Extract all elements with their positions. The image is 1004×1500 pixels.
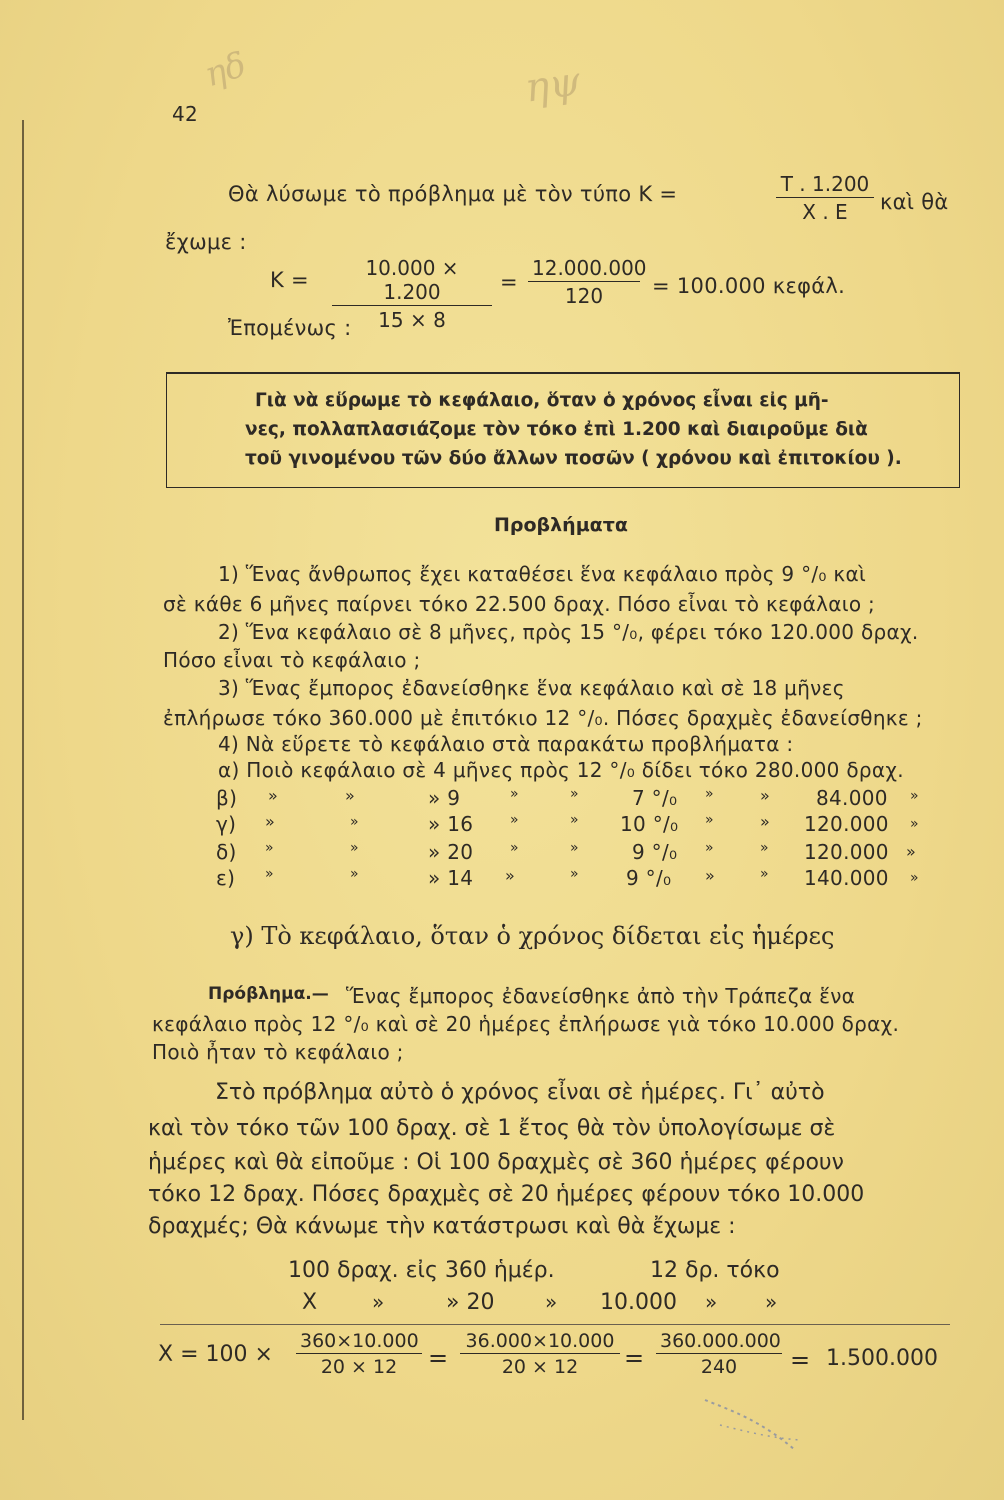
section-title: γ) Τὸ κεφάλαιο, ὅταν ὁ χρόνος δίδεται εἰς ἡμέρες xyxy=(230,922,835,950)
ditto-mark: » xyxy=(705,840,714,856)
calc-fraction-1-num: 10.000 × 1.200 xyxy=(332,256,492,306)
page-number: 42 xyxy=(172,102,199,126)
explanation-line-4: τόκο 12 δραχ. Πόσες δραχμὲς σὲ 20 ἡμέρες φέρουν τόκο 10.000 xyxy=(148,1182,865,1207)
rule-box xyxy=(166,372,960,488)
formula-fraction xyxy=(776,172,874,224)
ditto-mark: » xyxy=(910,788,919,804)
ditto-mark: » xyxy=(760,786,771,805)
explanation-line-5: δραχμές; Θὰ κάνωμε τὴν κατάστρωσι καὶ θὰ ἔχωμε : xyxy=(148,1214,736,1239)
calc-equals-1: = xyxy=(500,270,518,294)
row-amount: 84.000 xyxy=(816,786,888,810)
calc-result: = 100.000 κεφάλ. xyxy=(652,274,846,298)
formula-numerator: Τ . 1.200 xyxy=(776,172,874,198)
final-equals-3: = xyxy=(790,1346,811,1374)
final-equals-2: = xyxy=(624,1344,645,1372)
setup-ditto: » xyxy=(372,1290,385,1314)
problem-3-line-a: 3) Ἕνας ἔμπορος ἐδανείσθηκε ἕνα κεφάλαιο καὶ σὲ 18 μῆνες xyxy=(218,676,845,700)
setup-row-2-x: Χ xyxy=(302,1290,318,1315)
calc-k-label: Κ = xyxy=(270,268,309,292)
row-rate: 9 °/₀ xyxy=(626,866,672,890)
rule-line-3: τοῦ γινομένου τῶν δύο ἄλλων ποσῶν ( χρόνου καὶ ἐπιτοκίου ). xyxy=(245,448,902,469)
row-label: β) xyxy=(216,786,238,810)
ditto-mark: » xyxy=(350,840,359,856)
final-fraction-3-num: 360.000.000 xyxy=(656,1330,782,1354)
rule-line-2: νες, πολλαπλασιάζομε τὸν τόκο ἐπὶ 1.200 καὶ διαιροῦμε διὰ xyxy=(245,419,868,440)
ditto-mark: » xyxy=(350,866,359,882)
row-label: δ) xyxy=(216,840,237,864)
setup-ditto: » xyxy=(705,1290,718,1314)
ditto-mark: » xyxy=(705,812,714,828)
problem-4-alpha: α) Ποιὸ κεφάλαιο σὲ 4 μῆνες πρὸς 12 °/₀ δίδει τόκο 280.000 δραχ. xyxy=(218,758,904,782)
intro-line-1-end: καὶ θὰ xyxy=(880,190,949,214)
ditto-mark: » xyxy=(510,812,519,828)
explanation-line-1: Στὸ πρόβλημα αὐτὸ ὁ χρόνος εἶναι σὲ ἡμέρες. Γι᾽ αὐτὸ xyxy=(215,1080,825,1105)
setup-row-1-a: 100 δραχ. εἰς 360 ἡμέρ. xyxy=(288,1258,555,1283)
ditto-mark: » xyxy=(505,866,516,885)
final-fraction-2 xyxy=(460,1330,620,1378)
row-months: » 9 xyxy=(428,786,461,810)
row-amount: 140.000 xyxy=(804,866,889,890)
intro-line-2: ἔχωμε : xyxy=(165,230,247,254)
formula-denominator: Χ . Ε xyxy=(802,200,848,224)
calc-fraction-1 xyxy=(332,256,492,332)
explanation-line-3: ἡμέρες καὶ θὰ εἰποῦμε : Οἱ 100 δραχμὲς σὲ 360 ἡμέρες φέρουν xyxy=(148,1150,844,1175)
row-amount: 120.000 xyxy=(804,840,889,864)
final-fraction-3 xyxy=(656,1330,782,1378)
problem-text-a: Ἕνας ἔμπορος ἐδανείσθηκε ἀπὸ τὴν Τράπεζα ἕνα xyxy=(346,984,856,1008)
rule-line-1: Γιὰ νὰ εὕρωμε τὸ κεφάλαιο, ὅταν ὁ χρόνος εἶναι εἰς μῆ- xyxy=(255,390,829,411)
setup-row-2-amount: 10.000 xyxy=(600,1290,677,1315)
ditto-mark: » xyxy=(570,812,579,828)
problem-1-line-b: σὲ κάθε 6 μῆνες παίρνει τόκο 22.500 δραχ. Πόσο εἶναι τὸ κεφάλαιο ; xyxy=(163,592,876,616)
ditto-mark: » xyxy=(760,812,771,831)
setup-row-1-b: 12 δρ. τόκο xyxy=(650,1258,780,1283)
row-amount: 120.000 xyxy=(804,812,889,836)
calc-label-consequently: Ἐπομένως : xyxy=(228,316,352,340)
row-months: » 20 xyxy=(428,840,474,864)
problem-text-b: κεφάλαιο πρὸς 12 °/₀ καὶ σὲ 20 ἡμέρες ἐπλήρωσε γιὰ τόκο 10.000 δραχ. xyxy=(152,1012,900,1036)
calc-fraction-2 xyxy=(528,256,647,308)
ditto-mark: » xyxy=(265,840,274,856)
rule-box-text xyxy=(245,386,902,473)
calc-fraction-1-den: 15 × 8 xyxy=(378,308,446,332)
final-equals-1: = xyxy=(428,1344,449,1372)
problem-2-line-a: 2) Ἕνα κεφάλαιο σὲ 8 μῆνες, πρὸς 15 °/₀, φέρει τόκο 120.000 δραχ. xyxy=(218,620,919,644)
ditto-mark: » xyxy=(510,840,519,856)
row-months: » 14 xyxy=(428,866,474,890)
ditto-mark: » xyxy=(510,786,519,802)
margin-line xyxy=(22,120,24,1420)
calc-fraction-2-den: 120 xyxy=(564,284,604,308)
final-fraction-3-den: 240 xyxy=(700,1356,738,1378)
final-result: 1.500.000 xyxy=(826,1346,938,1371)
handwritten-mark-right: ηψ xyxy=(522,58,584,112)
setup-ditto: » xyxy=(765,1290,778,1314)
setup-ditto: » xyxy=(545,1290,558,1314)
row-rate: 7 °/₀ xyxy=(632,786,678,810)
problem-4-line-a: 4) Νὰ εὕρετε τὸ κεφάλαιο στὰ παρακάτω προβλήματα : xyxy=(218,732,794,756)
explanation-line-2: καὶ τὸν τόκο τῶν 100 δραχ. σὲ 1 ἔτος θὰ τὸν ὑπολογίσωμε σὲ xyxy=(148,1116,836,1141)
ditto-mark: » xyxy=(265,812,276,831)
final-fraction-1-den: 20 × 12 xyxy=(320,1356,398,1378)
problem-label: Πρόβλημα.— xyxy=(208,984,329,1004)
blue-ink-mark xyxy=(700,1380,810,1460)
ditto-mark: » xyxy=(760,866,769,882)
row-rate: 9 °/₀ xyxy=(632,840,678,864)
row-rate: 10 °/₀ xyxy=(620,812,679,836)
final-x: Χ = 100 × xyxy=(158,1342,273,1367)
final-fraction-1 xyxy=(296,1330,422,1378)
ditto-mark: » xyxy=(705,866,716,885)
final-fraction-2-den: 20 × 12 xyxy=(501,1356,579,1378)
ditto-mark: » xyxy=(350,814,359,830)
ditto-mark: » xyxy=(760,840,769,856)
ditto-mark: » xyxy=(705,786,714,802)
row-months: » 16 xyxy=(428,812,474,836)
ditto-mark: » xyxy=(910,816,919,832)
ditto-mark: » xyxy=(268,786,279,805)
setup-row-2-days: » 20 xyxy=(446,1290,495,1315)
ditto-mark: » xyxy=(570,866,579,882)
problem-text-c: Ποιὸ ἦταν τὸ κεφάλαιο ; xyxy=(152,1040,404,1064)
row-label: ε) xyxy=(216,866,236,890)
handwritten-mark-left: ηδ xyxy=(199,44,252,96)
setup-rule xyxy=(160,1324,950,1325)
intro-line-1: Θὰ λύσωμε τὸ πρόβλημα μὲ τὸν τύπο Κ = xyxy=(228,182,678,206)
ditto-mark: » xyxy=(265,866,274,882)
ditto-mark: » xyxy=(570,840,579,856)
ditto-mark: » xyxy=(345,786,356,805)
problems-heading: Προβλήματα xyxy=(494,514,628,536)
problem-1-line-a: 1) Ἕνας ἄνθρωπος ἔχει καταθέσει ἕνα κεφάλαιο πρὸς 9 °/₀ καὶ xyxy=(218,562,867,586)
ditto-mark: » xyxy=(570,786,579,802)
final-fraction-1-num: 360×10.000 xyxy=(296,1330,422,1354)
ditto-mark: » xyxy=(906,842,917,861)
calc-fraction-2-num: 12.000.000 xyxy=(528,256,640,282)
row-label: γ) xyxy=(216,812,237,836)
ditto-mark: » xyxy=(910,870,919,886)
problem-3-line-b: ἐπλήρωσε τόκο 360.000 μὲ ἐπιτόκιο 12 °/₀. Πόσες δραχμὲς ἐδανείσθηκε ; xyxy=(163,706,923,730)
problem-2-line-b: Πόσο εἶναι τὸ κεφάλαιο ; xyxy=(163,648,421,672)
final-fraction-2-num: 36.000×10.000 xyxy=(460,1330,620,1354)
